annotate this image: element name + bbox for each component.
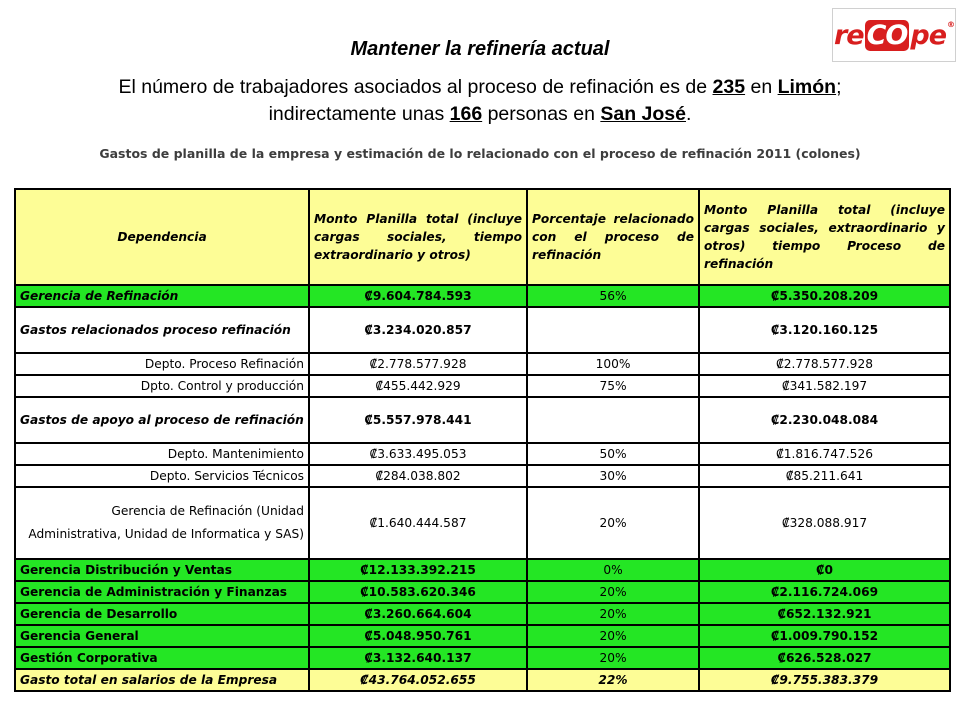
cell-dependencia-total: Gasto total en salarios de la Empresa bbox=[15, 669, 309, 691]
cell-porcentaje bbox=[527, 307, 699, 353]
table-row bbox=[15, 397, 950, 443]
table-row bbox=[15, 603, 950, 625]
cell-porcentaje: 20% bbox=[527, 625, 699, 647]
cell-monto: ₡10.583.620.346 bbox=[309, 581, 527, 603]
cell-dependencia: Depto. Servicios Técnicos bbox=[15, 465, 309, 487]
intro-number-workers: 235 bbox=[712, 76, 746, 98]
cell-dependencia: Gerencia Distribución y Ventas bbox=[15, 559, 309, 581]
header-porcentaje: Porcentaje relacionado con el proceso de refinación bbox=[527, 189, 699, 285]
intro-text-2: en bbox=[745, 76, 778, 98]
cell-monto-total: ₡43.764.052.655 bbox=[309, 669, 527, 691]
cell-proceso: ₡328.088.917 bbox=[699, 487, 950, 559]
cell-monto: ₡455.442.929 bbox=[309, 375, 527, 397]
cell-dependencia: Gerencia de Refinación (Unidad Administrativa, Unidad de Informatica y SAS) bbox=[15, 487, 309, 559]
table-row bbox=[15, 559, 950, 581]
header-monto-proceso: Monto Planilla total (incluye cargas sociales, extraordinario y otros) tiempo Proceso de refinación bbox=[699, 189, 950, 285]
cell-porcentaje: 20% bbox=[527, 603, 699, 625]
logo-middle: CO bbox=[866, 19, 908, 51]
cell-porcentaje: 100% bbox=[527, 353, 699, 375]
intro-text-5: . bbox=[685, 103, 692, 125]
cell-dependencia: Gerencia de Refinación bbox=[15, 285, 309, 307]
table-row bbox=[15, 307, 950, 353]
cell-monto: ₡5.557.978.441 bbox=[309, 397, 527, 443]
cell-porcentaje: 20% bbox=[527, 487, 699, 559]
cell-monto: ₡1.640.444.587 bbox=[309, 487, 527, 559]
cell-porcentaje: 20% bbox=[527, 581, 699, 603]
intro-paragraph bbox=[70, 74, 890, 128]
cell-proceso: ₡1.009.790.152 bbox=[699, 625, 950, 647]
table-subtitle: Gastos de planilla de la empresa y estimación de lo relacionado con el proceso de refinación 2011 (colones) bbox=[99, 146, 861, 161]
slide-title: Mantener la refinería actual bbox=[350, 38, 610, 60]
cell-proceso: ₡1.816.747.526 bbox=[699, 443, 950, 465]
cell-proceso: ₡2.116.724.069 bbox=[699, 581, 950, 603]
table-row bbox=[15, 487, 950, 559]
cell-monto: ₡9.604.784.593 bbox=[309, 285, 527, 307]
table-row bbox=[15, 647, 950, 669]
table-row bbox=[15, 443, 950, 465]
cell-proceso: ₡652.132.921 bbox=[699, 603, 950, 625]
table-row bbox=[15, 353, 950, 375]
cell-proceso: ₡2.778.577.928 bbox=[699, 353, 950, 375]
header-monto-total: Monto Planilla total (incluye cargas sociales, tiempo extraordinario y otros) bbox=[309, 189, 527, 285]
table-row bbox=[15, 465, 950, 487]
logo-suffix: pe bbox=[910, 19, 947, 51]
cell-monto: ₡3.633.495.053 bbox=[309, 443, 527, 465]
cell-dependencia: Gastos de apoyo al proceso de refinación bbox=[15, 397, 309, 443]
cell-proceso: ₡0 bbox=[699, 559, 950, 581]
cell-monto: ₡3.132.640.137 bbox=[309, 647, 527, 669]
logo-prefix: re bbox=[833, 19, 864, 51]
cell-proceso-total: ₡9.755.383.379 bbox=[699, 669, 950, 691]
cell-proceso: ₡3.120.160.125 bbox=[699, 307, 950, 353]
intro-place-sanjose: San José bbox=[600, 103, 686, 125]
payroll-table bbox=[14, 188, 951, 692]
intro-place-limon: Limón bbox=[777, 76, 837, 98]
cell-porcentaje: 50% bbox=[527, 443, 699, 465]
cell-dependencia: Gestión Corporativa bbox=[15, 647, 309, 669]
cell-monto: ₡3.234.020.857 bbox=[309, 307, 527, 353]
cell-proceso: ₡5.350.208.209 bbox=[699, 285, 950, 307]
cell-dependencia: Gastos relacionados proceso refinación bbox=[15, 307, 309, 353]
cell-porcentaje-total: 22% bbox=[527, 669, 699, 691]
cell-dependencia: Gerencia de Desarrollo bbox=[15, 603, 309, 625]
table-total-row bbox=[15, 669, 950, 691]
table-header-row bbox=[15, 189, 950, 285]
cell-dependencia: Depto. Mantenimiento bbox=[15, 443, 309, 465]
cell-porcentaje: 20% bbox=[527, 647, 699, 669]
table-row bbox=[15, 285, 950, 307]
table-row bbox=[15, 581, 950, 603]
logo-registered-mark: ® bbox=[947, 19, 955, 29]
cell-dependencia: Depto. Proceso Refinación bbox=[15, 353, 309, 375]
intro-number-indirect: 166 bbox=[449, 103, 483, 125]
cell-proceso: ₡341.582.197 bbox=[699, 375, 950, 397]
header-dependencia: Dependencia bbox=[15, 189, 309, 285]
cell-dependencia: Dpto. Control y producción bbox=[15, 375, 309, 397]
cell-monto: ₡2.778.577.928 bbox=[309, 353, 527, 375]
table-row bbox=[15, 375, 950, 397]
cell-monto: ₡3.260.664.604 bbox=[309, 603, 527, 625]
cell-porcentaje: 30% bbox=[527, 465, 699, 487]
intro-text-3: ; indirectamente unas bbox=[268, 76, 842, 125]
cell-monto: ₡5.048.950.761 bbox=[309, 625, 527, 647]
table-row bbox=[15, 625, 950, 647]
cell-proceso: ₡85.211.641 bbox=[699, 465, 950, 487]
intro-text-4: personas en bbox=[482, 103, 601, 125]
cell-porcentaje: 0% bbox=[527, 559, 699, 581]
intro-text-1: El número de trabajadores asociados al proceso de refinación es de bbox=[118, 76, 713, 98]
cell-porcentaje: 75% bbox=[527, 375, 699, 397]
cell-dependencia: Gerencia General bbox=[15, 625, 309, 647]
cell-proceso: ₡2.230.048.084 bbox=[699, 397, 950, 443]
cell-monto: ₡284.038.802 bbox=[309, 465, 527, 487]
cell-dependencia: Gerencia de Administración y Finanzas bbox=[15, 581, 309, 603]
cell-proceso: ₡626.528.027 bbox=[699, 647, 950, 669]
cell-monto: ₡12.133.392.215 bbox=[309, 559, 527, 581]
cell-porcentaje bbox=[527, 397, 699, 443]
cell-porcentaje: 56% bbox=[527, 285, 699, 307]
